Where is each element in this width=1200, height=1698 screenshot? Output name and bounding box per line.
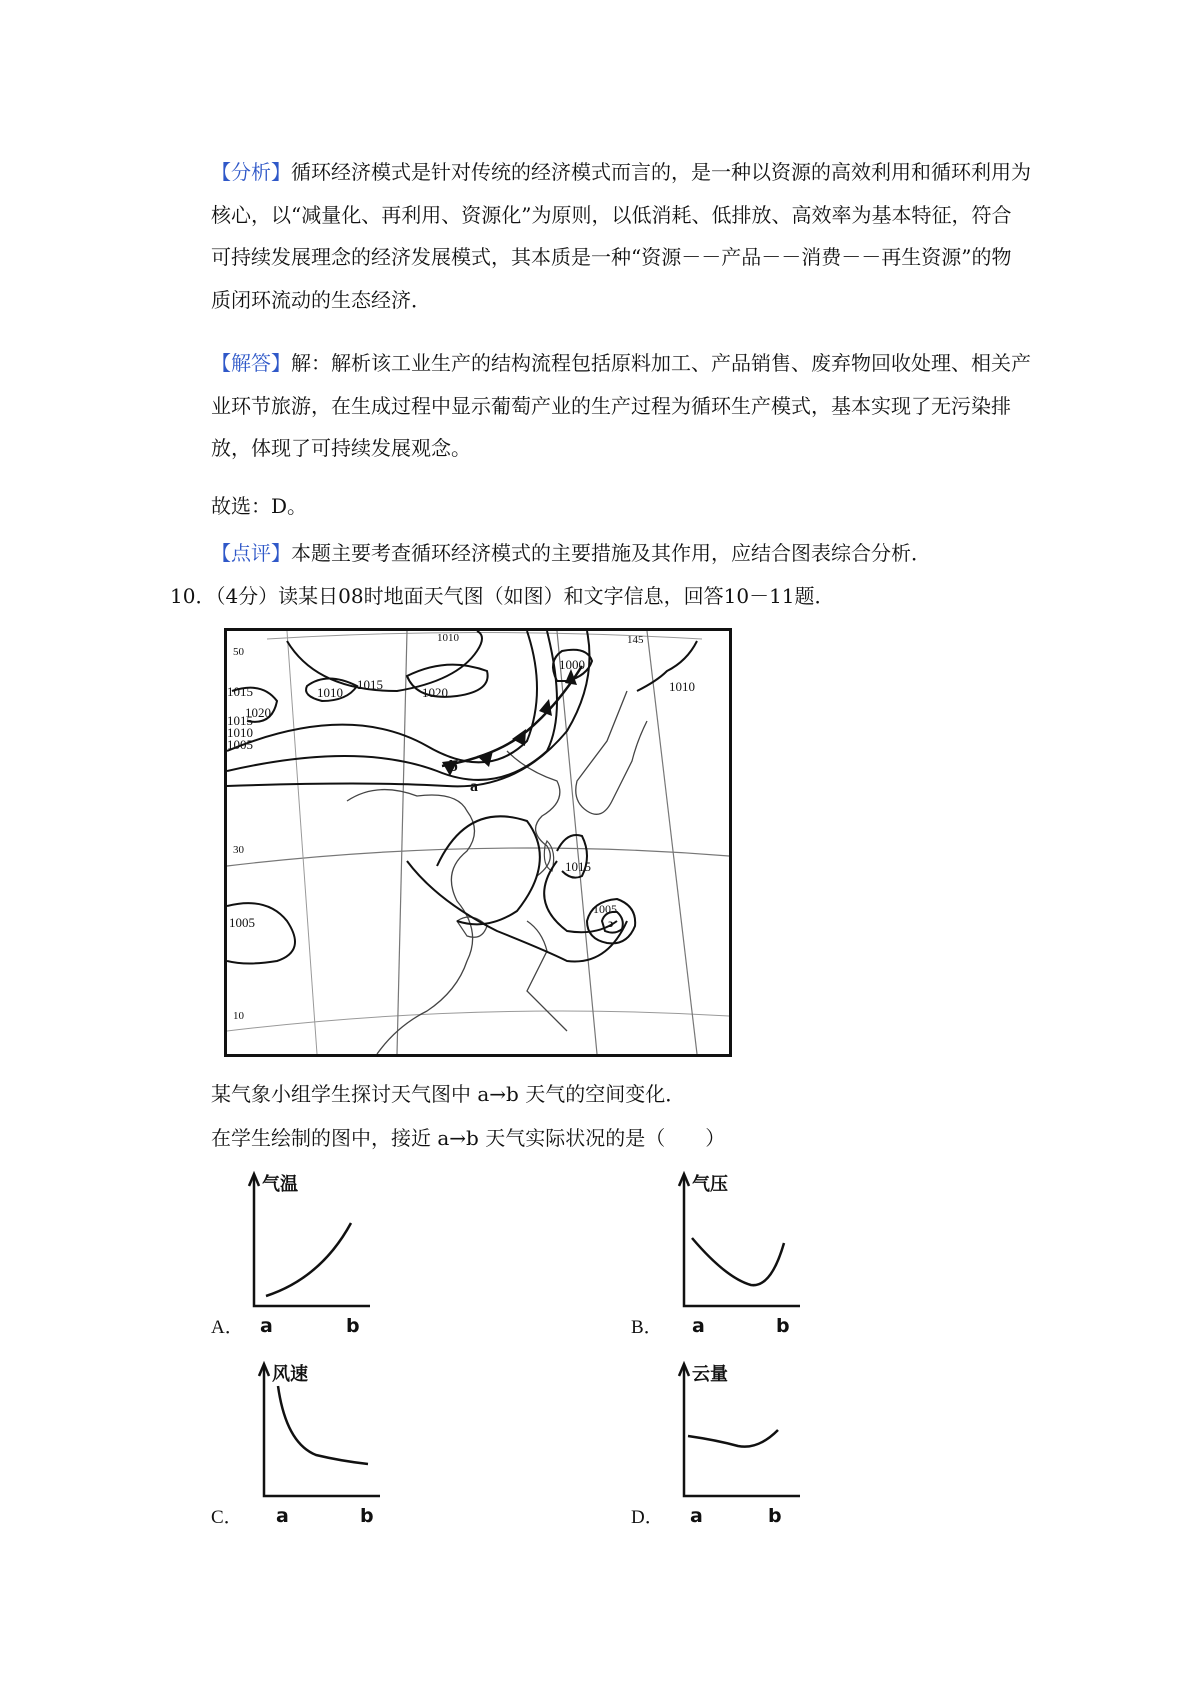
comment-paragraph: [211, 532, 1031, 575]
isobar-label: 1020: [422, 685, 448, 700]
isobar-label: 1010: [317, 685, 343, 700]
isobar-label: 1010: [227, 725, 253, 740]
graph-x-start: a: [692, 1315, 705, 1337]
isobar-label: 1005: [229, 915, 255, 930]
question-header: 10．（4分）读某日08时地面天气图（如图）和文字信息，回答10－11题．: [170, 584, 835, 608]
graph-curve: [278, 1386, 368, 1464]
typhoon-symbol: ↄ: [608, 916, 614, 930]
comment-tag: 【点评】: [211, 541, 291, 565]
lon-label: 145: [627, 634, 644, 646]
analysis-text: 循环经济模式是针对传统的经济模式而言的，是一种以资源的高效利用和循环利用为核心，以“减量化、再利用、资源化”为原则，以低消耗、低排放、高效率为基本特征，符合可持续发展理念的经济发展模式，其本质是一种“资源－－产品－－消费－－再生资源”的物质闭环流动的生态经济．: [211, 160, 1031, 312]
question-line-1: 某气象小组学生探讨天气图中 a→b 天气的空间变化．: [211, 1082, 686, 1106]
isobar-label: 1010: [437, 632, 459, 644]
answer-tag: 【解答】: [211, 351, 291, 375]
lon-line: [287, 631, 317, 1054]
isobar-label: 1020: [245, 705, 271, 720]
graph-x-start: a: [276, 1505, 289, 1527]
graph-ylabel: 气压: [692, 1174, 728, 1195]
graph-curve: [692, 1238, 784, 1285]
option-a-graph[interactable]: [246, 1168, 376, 1338]
isobar-label: 1015: [227, 684, 253, 699]
coastline: [507, 751, 560, 876]
lon-line: [647, 631, 697, 1054]
graph-axes: [264, 1366, 380, 1496]
graph-axes: [254, 1176, 370, 1306]
option-d-letter[interactable]: D．: [631, 1507, 664, 1528]
graph-x-end: b: [346, 1315, 360, 1337]
graph-curve: [688, 1430, 778, 1447]
lat-label: 50: [233, 646, 244, 658]
graph-x-start: a: [690, 1505, 703, 1527]
option-c-graph[interactable]: [256, 1358, 386, 1528]
isobar: [227, 903, 295, 963]
weather-map-svg: [227, 631, 729, 1054]
analysis-paragraph: [211, 151, 1031, 321]
coastline: [347, 790, 475, 1054]
graph-x-start: a: [260, 1315, 273, 1337]
weather-map: [224, 628, 732, 1057]
map-labels: [227, 632, 695, 1022]
isobar-label: 1000: [559, 657, 585, 672]
lat-label: 10: [233, 1010, 244, 1022]
graph-x-end: b: [776, 1315, 790, 1337]
point-a: a: [470, 778, 478, 795]
option-a-letter[interactable]: A．: [211, 1317, 244, 1338]
choice-line: 故选：D。: [211, 494, 308, 518]
coastline: [576, 691, 647, 814]
graph-curve: [266, 1223, 351, 1296]
option-d-graph[interactable]: [676, 1358, 806, 1528]
graph-ylabel: 气温: [262, 1174, 298, 1195]
isobar-label: 1005: [593, 902, 617, 916]
lat-label: 30: [233, 844, 244, 856]
lat-line: [227, 1011, 729, 1031]
comment-text: 本题主要考查循环经济模式的主要措施及其作用，应结合图表综合分析．: [291, 541, 931, 565]
graph-x-end: b: [360, 1505, 374, 1527]
isobar-label: 1005: [227, 737, 253, 752]
graph-x-end: b: [768, 1505, 782, 1527]
coastline: [527, 921, 567, 1031]
analysis-tag: 【分析】: [211, 160, 291, 184]
option-c-letter[interactable]: C．: [211, 1507, 243, 1528]
isobar-label: 1010: [669, 679, 695, 694]
answer-text: 解：解析该工业生产的结构流程包括原料加工、产品销售、废弃物回收处理、相关产业环节旅游，在生成过程中显示葡萄产业的生产过程为循环生产模式，基本实现了无污染排放，体现了可持续发展观念。: [211, 351, 1031, 460]
isobar-label: 1015: [565, 859, 591, 874]
point-b: b: [449, 758, 458, 775]
graph-axes: [684, 1176, 800, 1306]
lon-line: [397, 631, 407, 1054]
graph-axes: [684, 1366, 800, 1496]
graph-ylabel: 风速: [272, 1364, 308, 1385]
graph-ylabel: 云量: [692, 1364, 728, 1385]
option-b-letter[interactable]: B．: [631, 1317, 663, 1338]
answer-paragraph: [211, 342, 1031, 470]
question-line-2: 在学生绘制的图中，接近 a→b 天气实际状况的是（ ）: [211, 1126, 726, 1150]
option-b-graph[interactable]: [676, 1168, 806, 1338]
isobar-label: 1015: [227, 713, 253, 728]
isobar-label: 1015: [357, 677, 383, 692]
